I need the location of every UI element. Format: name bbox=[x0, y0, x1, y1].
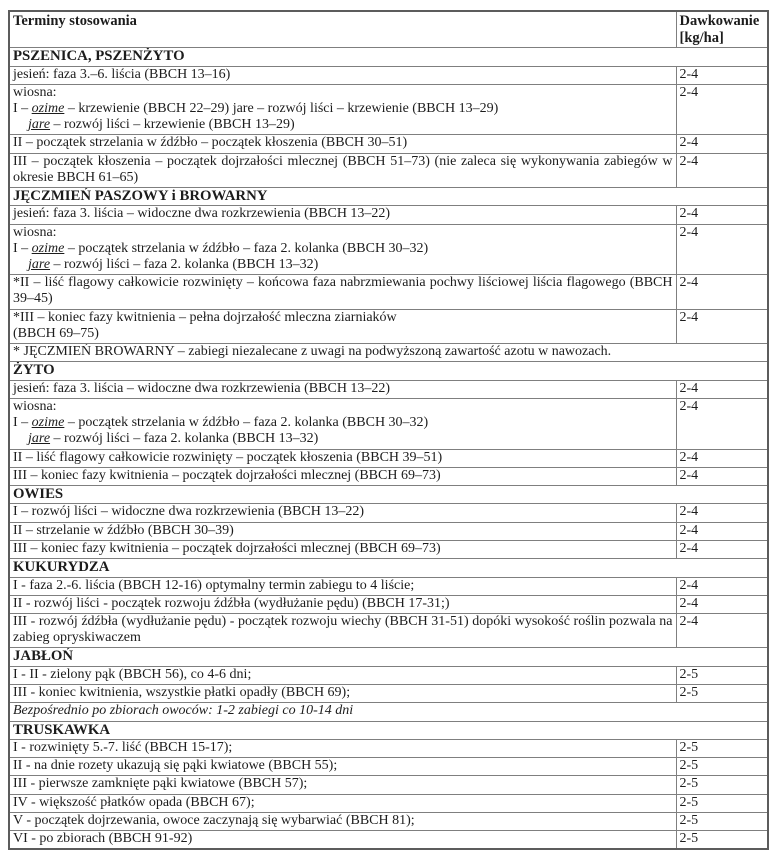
timing-row bbox=[9, 309, 768, 343]
timing-line: II – strzelanie w źdźbło (BBCH 30–39) bbox=[13, 522, 234, 538]
dose-cell: 2-5 bbox=[676, 666, 768, 684]
timing-row bbox=[9, 794, 768, 812]
timing-line: I – ozime – krzewienie (BBCH 22–29) jare – rozwój liści – krzewienie (BBCH 13–29) bbox=[13, 100, 499, 116]
emphasized-term: ozime bbox=[31, 100, 65, 116]
dose-cell: 2-5 bbox=[676, 831, 768, 850]
crop-name: TRUSKAWKA bbox=[9, 721, 768, 740]
timing-line: III – początek kłoszenia – początek dojrzałości mlecznej (BBCH 51–73) (nie zaleca się wykonywania zabiegów w okresie BBCH 61–65) bbox=[13, 153, 673, 185]
timing-line: II - rozwój liści - początek rozwoju źdźbła (wydłużanie pędu) (BBCH 17-31;) bbox=[13, 595, 450, 611]
crop-section-row bbox=[9, 187, 768, 206]
timing-line: III - rozwój źdźbła (wydłużanie pędu) - początek rozwoju wiechy (BBCH 31-51) dopóki wysokość roślin pozwala na zabieg opryskiwaczem bbox=[13, 613, 673, 646]
timing-cell bbox=[9, 309, 676, 343]
crop-name: KUKURYDZA bbox=[9, 559, 768, 578]
timing-cell bbox=[9, 812, 676, 830]
timing-line: I – ozime – początek strzelania w źdźbło – faza 2. kolanka (BBCH 30–32) bbox=[13, 240, 429, 256]
timing-row bbox=[9, 504, 768, 522]
dose-cell: 2-4 bbox=[676, 504, 768, 522]
timing-cell bbox=[9, 758, 676, 776]
timing-row bbox=[9, 666, 768, 684]
timing-line: jare – rozwój liści – faza 2. kolanka (BBCH 13–32) bbox=[28, 431, 319, 447]
timing-cell bbox=[9, 831, 676, 850]
timing-line: VI - po zbiorach (BBCH 91-92) bbox=[13, 831, 193, 847]
timing-cell bbox=[9, 794, 676, 812]
timing-row bbox=[9, 540, 768, 558]
dose-cell: 2-4 bbox=[676, 380, 768, 398]
timing-row bbox=[9, 467, 768, 485]
timing-row bbox=[9, 522, 768, 540]
timing-cell bbox=[9, 275, 676, 309]
timing-line: I - II - zielony pąk (BBCH 56), co 4-6 dni; bbox=[13, 666, 252, 682]
crop-name: JABŁOŃ bbox=[9, 648, 768, 667]
dose-cell: 2-5 bbox=[676, 812, 768, 830]
timing-line: IV - większość płatków opada (BBCH 67); bbox=[13, 794, 255, 810]
application-timing-table bbox=[8, 10, 769, 850]
dose-cell: 2-4 bbox=[676, 206, 768, 224]
dose-cell: 2-4 bbox=[676, 224, 768, 275]
timing-cell bbox=[9, 206, 676, 224]
timing-line: jesień: faza 3.–6. liścia (BBCH 13–16) bbox=[13, 66, 231, 82]
timing-line: wiosna: bbox=[13, 84, 57, 100]
timing-cell bbox=[9, 776, 676, 794]
dose-cell: 2-4 bbox=[676, 398, 768, 449]
timing-cell bbox=[9, 153, 676, 187]
timing-cell bbox=[9, 84, 676, 135]
timing-line: I – rozwój liści – widoczne dwa rozkrzewienia (BBCH 13–22) bbox=[13, 504, 365, 520]
timing-row bbox=[9, 398, 768, 449]
timing-cell bbox=[9, 135, 676, 153]
timing-line: *III – koniec fazy kwitnienia – pełna dojrzałość mleczna ziarniaków bbox=[13, 309, 397, 325]
timing-line: wiosna: bbox=[13, 224, 57, 240]
timing-cell bbox=[9, 522, 676, 540]
timing-cell bbox=[9, 540, 676, 558]
col-header-dawkowanie-label: Dawkowanie bbox=[679, 13, 760, 29]
dose-cell: 2-4 bbox=[676, 540, 768, 558]
timing-line: (BBCH 69–75) bbox=[13, 325, 99, 341]
timing-line: *II – liść flagowy całkowicie rozwinięty – końcowa faza nabrzmiewania pochwy liściowej liścia flagowego (BBCH 39–45) bbox=[13, 275, 673, 307]
dose-cell: 2-4 bbox=[676, 522, 768, 540]
timing-line: wiosna: bbox=[13, 398, 57, 414]
timing-cell bbox=[9, 398, 676, 449]
table-header-row bbox=[9, 11, 768, 48]
timing-cell bbox=[9, 595, 676, 613]
timing-row bbox=[9, 685, 768, 703]
dose-cell: 2-5 bbox=[676, 685, 768, 703]
timing-cell bbox=[9, 504, 676, 522]
timing-row bbox=[9, 776, 768, 794]
dose-cell: 2-4 bbox=[676, 467, 768, 485]
timing-line: III – koniec fazy kwitnienia – początek dojrzałości mlecznej (BBCH 69–73) bbox=[13, 467, 441, 483]
timing-line: III – koniec fazy kwitnienia – początek dojrzałości mlecznej (BBCH 69–73) bbox=[13, 540, 441, 556]
dose-cell: 2-4 bbox=[676, 449, 768, 467]
timing-cell bbox=[9, 467, 676, 485]
timing-cell bbox=[9, 666, 676, 684]
crop-section-row bbox=[9, 559, 768, 578]
timing-row bbox=[9, 153, 768, 187]
dose-cell: 2-4 bbox=[676, 595, 768, 613]
dose-cell: 2-5 bbox=[676, 758, 768, 776]
timing-row bbox=[9, 135, 768, 153]
crop-name: ŻYTO bbox=[9, 362, 768, 381]
timing-line: jare – rozwój liści – krzewienie (BBCH 13–29) bbox=[28, 117, 295, 133]
timing-row bbox=[9, 595, 768, 613]
timing-line: V - początek dojrzewania, owoce zaczynają się wybarwiać (BBCH 81); bbox=[13, 812, 415, 828]
timing-cell bbox=[9, 613, 676, 647]
col-header-dawkowanie bbox=[676, 11, 768, 48]
dose-cell: 2-5 bbox=[676, 776, 768, 794]
col-header-dawkowanie-unit: [kg/ha] bbox=[679, 29, 724, 46]
crop-name: PSZENICA, PSZENŻYTO bbox=[9, 48, 768, 67]
timing-row bbox=[9, 66, 768, 84]
timing-line: II – początek strzelania w źdźbło – początek kłoszenia (BBCH 30–51) bbox=[13, 135, 408, 151]
timing-row bbox=[9, 831, 768, 850]
emphasized-term: jare bbox=[28, 257, 51, 273]
timing-line: III - pierwsze zamknięte pąki kwiatowe (BBCH 57); bbox=[13, 776, 308, 792]
timing-line: I - rozwinięty 5.-7. liść (BBCH 15-17); bbox=[13, 740, 233, 755]
dose-cell: 2-4 bbox=[676, 613, 768, 647]
timing-row bbox=[9, 84, 768, 135]
timing-line: III - koniec kwitnienia, wszystkie płatki opadły (BBCH 69); bbox=[13, 685, 351, 701]
crop-section-row bbox=[9, 485, 768, 504]
crop-section-row bbox=[9, 362, 768, 381]
col-header-terminy-label: Terminy stosowania bbox=[13, 13, 137, 29]
crop-section-row bbox=[9, 721, 768, 740]
timing-line: I - faza 2.-6. liścia (BBCH 12-16) optymalny termin zabiegu to 4 liście; bbox=[13, 577, 415, 593]
crop-section-row bbox=[9, 648, 768, 667]
col-header-terminy-stosowania bbox=[9, 11, 676, 48]
timing-cell bbox=[9, 66, 676, 84]
dose-cell: 2-4 bbox=[676, 84, 768, 135]
timing-row bbox=[9, 206, 768, 224]
timing-line: I – ozime – początek strzelania w źdźbło – faza 2. kolanka (BBCH 30–32) bbox=[13, 415, 429, 431]
timing-row bbox=[9, 740, 768, 758]
note-row bbox=[9, 703, 768, 721]
timing-row bbox=[9, 758, 768, 776]
emphasized-term: ozime bbox=[31, 240, 65, 256]
timing-cell bbox=[9, 380, 676, 398]
timing-cell bbox=[9, 740, 676, 758]
timing-row bbox=[9, 812, 768, 830]
dose-cell: 2-4 bbox=[676, 309, 768, 343]
dose-cell: 2-4 bbox=[676, 153, 768, 187]
note-row bbox=[9, 344, 768, 362]
dose-cell: 2-5 bbox=[676, 740, 768, 758]
timing-line: jesień: faza 3. liścia – widoczne dwa rozkrzewienia (BBCH 13–22) bbox=[13, 380, 391, 396]
timing-row bbox=[9, 380, 768, 398]
crop-section-row bbox=[9, 48, 768, 67]
timing-cell bbox=[9, 685, 676, 703]
emphasized-term: jare bbox=[28, 117, 51, 133]
timing-row bbox=[9, 613, 768, 647]
application-table-body bbox=[9, 48, 768, 850]
dose-cell: 2-5 bbox=[676, 794, 768, 812]
timing-line: II - na dnie rozety ukazują się pąki kwiatowe (BBCH 55); bbox=[13, 758, 338, 774]
dose-cell: 2-4 bbox=[676, 275, 768, 309]
note-text: Bezpośrednio po zbiorach owoców: 1-2 zabiegi co 10-14 dni bbox=[9, 703, 768, 721]
crop-name: OWIES bbox=[9, 485, 768, 504]
crop-name: JĘCZMIEŃ PASZOWY i BROWARNY bbox=[9, 187, 768, 206]
timing-row bbox=[9, 577, 768, 595]
dose-cell: 2-4 bbox=[676, 135, 768, 153]
timing-row bbox=[9, 224, 768, 275]
timing-line: jesień: faza 3. liścia – widoczne dwa rozkrzewienia (BBCH 13–22) bbox=[13, 206, 391, 222]
timing-row bbox=[9, 275, 768, 309]
timing-cell bbox=[9, 449, 676, 467]
timing-cell bbox=[9, 224, 676, 275]
emphasized-term: jare bbox=[28, 431, 51, 447]
timing-row bbox=[9, 449, 768, 467]
dose-cell: 2-4 bbox=[676, 66, 768, 84]
emphasized-term: ozime bbox=[31, 415, 65, 431]
note-text: * JĘCZMIEŃ BROWARNY – zabiegi niezalecane z uwagi na podwyższoną zawartość azotu w nawozach. bbox=[9, 344, 768, 362]
dose-cell: 2-4 bbox=[676, 577, 768, 595]
timing-line: jare – rozwój liści – faza 2. kolanka (BBCH 13–32) bbox=[28, 257, 319, 273]
timing-cell bbox=[9, 577, 676, 595]
timing-line: II – liść flagowy całkowicie rozwinięty – początek kłoszenia (BBCH 39–51) bbox=[13, 449, 443, 465]
